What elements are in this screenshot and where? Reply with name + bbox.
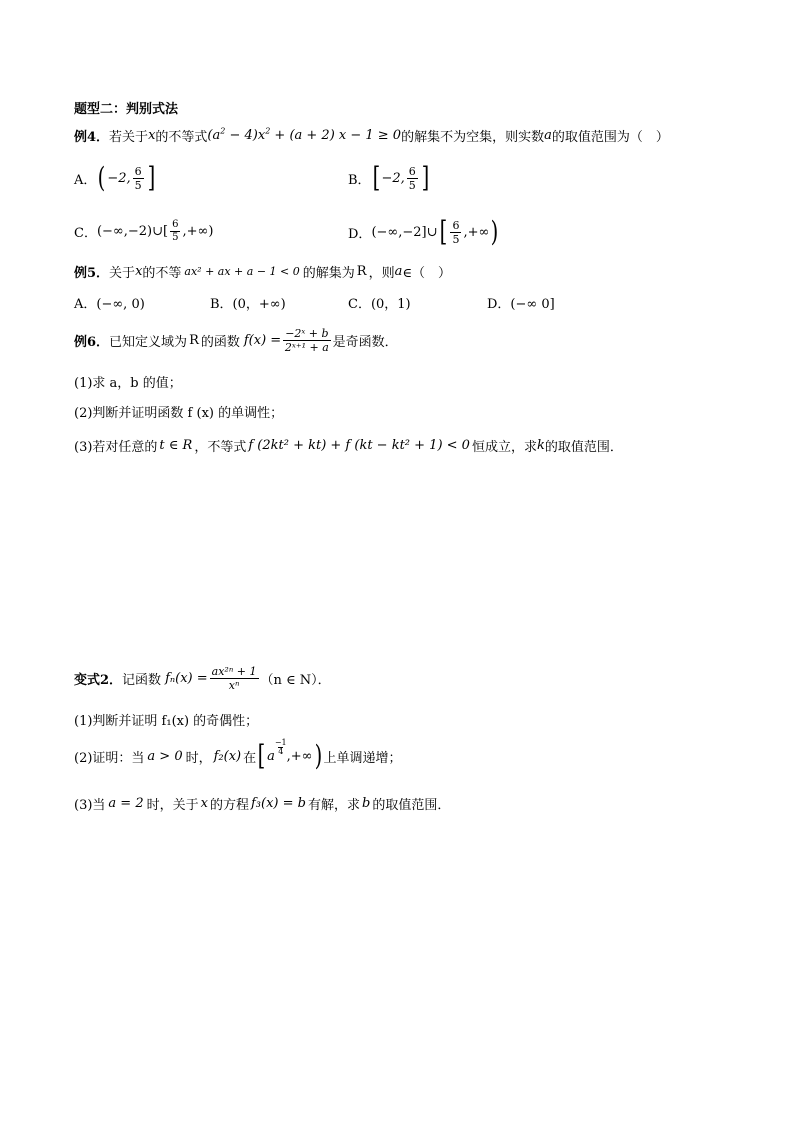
ex5-expression: ax² + ax + a − 1 < 0 xyxy=(184,265,300,278)
example-6-question: 例6． 已知定义域为 R 的函数 f(x) = $\frac{\text{−2ˣ + b}}{\text{2ˣ⁺¹ + a}}$ 是奇函数． xyxy=(74,327,398,354)
example-4-question xyxy=(74,126,669,145)
ex5-option-b: B．(0，+∞) xyxy=(210,297,286,312)
ex4-option-a: A． ( −2, $\frac{6}{5}$ ] xyxy=(74,161,155,194)
ex6-fraction: $\frac{\text{−2ˣ + b}}{\text{2ˣ⁺¹ + a}}$ xyxy=(284,327,329,354)
example-6-label: 例6． xyxy=(74,335,110,350)
ex4-text-a: 若关于 xyxy=(109,130,149,145)
ex5-option-a: A．(−∞, 0) xyxy=(74,297,145,312)
section-title-text: 题型二：判别式法 xyxy=(74,102,179,117)
ex4-text-b: 的不等式 xyxy=(155,130,208,145)
var2-question-2: (2)证明：当 a > 0 时， f₂(x) 在 [ a −1 4 ,+∞ ) 上单调递增； xyxy=(74,737,402,772)
example-5-question: 例5． 关于 x 的不等 ax² + ax + a − 1 < 0 的解集为 R ，则 a ∈（ ） xyxy=(74,264,451,281)
ex4-text-d: 的取值范围为（ ） xyxy=(551,130,669,145)
example-4-label: 例4． xyxy=(74,130,110,145)
var2-fraction: $\frac{\text{ax²ⁿ + 1}}{\text{xⁿ}}$ xyxy=(211,665,257,692)
ex6-question-3: (3)若对任意的 t ∈ R ，不等式 f (2kt² + kt) + f (kt − kt² + 1) < 0 恒成立，求 k 的取值范围． xyxy=(74,438,623,455)
var2-question-1: (1)判断并证明 f₁(x) 的奇偶性； xyxy=(74,714,259,729)
ex6-question-2: (2)判断并证明函数 f (x) 的单调性； xyxy=(74,406,284,421)
example-5-label: 例5． xyxy=(74,266,110,281)
section-title xyxy=(74,98,178,117)
ex4-expression: $(a^2 - 4)x^2 + (a + 2) x - 1 \ge 0$ xyxy=(207,126,402,143)
ex5-option-c: C．(0，1) xyxy=(348,297,411,312)
variation-2-question: 变式2． 记函数 fₙ(x) = $\frac{\text{ax²ⁿ + 1}}{\text{xⁿ}}$ （n ∈ N）． xyxy=(74,665,331,692)
ex4-option-c: C． (−∞,−2)∪[ $\frac{6}{5}$ ,+∞) xyxy=(74,219,214,243)
ex4-var-a: a xyxy=(544,128,552,143)
ex6-inequality: f (2kt² + kt) + f (kt − kt² + 1) < 0 xyxy=(248,438,470,453)
ex5-option-d: D．(−∞ 0] xyxy=(487,297,555,312)
variation-2-label: 变式2． xyxy=(74,673,123,688)
ex6-question-1: (1)求 a，b 的值； xyxy=(74,376,182,391)
ex4-var-x: x xyxy=(148,128,156,143)
var2-question-3: (3)当 a = 2 时，关于 x 的方程 f₃(x) = b 有解，求 b 的取值范围． xyxy=(74,796,451,813)
ex4-option-b: B． [ −2, $\frac{6}{5}$ ] xyxy=(348,161,430,194)
ex4-text-c: 的解集不为空集，则实数 xyxy=(401,130,545,145)
ex4-option-d: D． (−∞,−2]∪ [ $\frac{6}{5}$ ,+∞ ) xyxy=(348,215,499,248)
